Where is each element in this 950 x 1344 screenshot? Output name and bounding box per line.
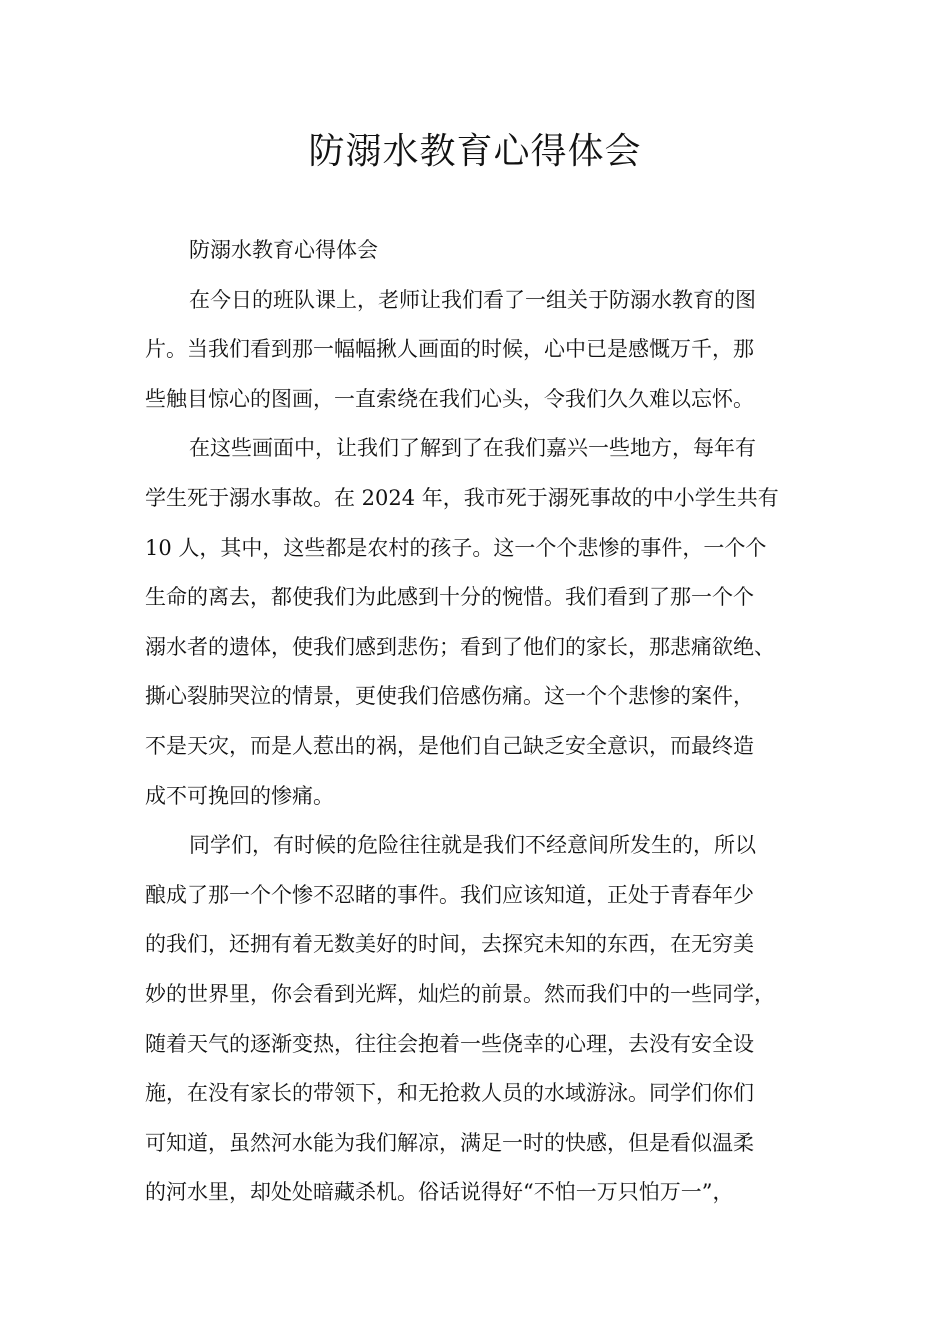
body-line: 些触目惊心的图画，一直索绕在我们心头，令我们久久难以忘怀。 bbox=[145, 386, 754, 411]
body-line: 成不可挽回的惨痛。 bbox=[145, 783, 334, 808]
body-line: 片。当我们看到那一幅幅揪人画面的时候，心中已是感慨万千，那 bbox=[145, 337, 754, 362]
body-line: 10 人，其中，这些都是农村的孩子。这一个个悲惨的事件，一个个 bbox=[145, 535, 767, 560]
body-line: 在今日的班队课上，老师让我们看了一组关于防溺水教育的图 bbox=[189, 287, 756, 312]
body-line: 溺水者的遗体，使我们感到悲伤；看到了他们的家长，那悲痛欲绝、 bbox=[145, 634, 775, 659]
body-line: 可知道，虽然河水能为我们解凉，满足一时的快感，但是看似温柔 bbox=[145, 1130, 754, 1155]
body-line: 的我们，还拥有着无数美好的时间，去探究未知的东西，在无穷美 bbox=[145, 932, 754, 957]
body-line: 生命的离去，都使我们为此感到十分的惋惜。我们看到了那一个个 bbox=[145, 585, 754, 610]
document-body bbox=[145, 226, 810, 1218]
document-title: 防溺水教育心得体会 bbox=[308, 131, 642, 172]
body-line: 的河水里，却处处暗藏杀机。俗话说得好“不怕一万只怕万一”， bbox=[145, 1180, 734, 1205]
body-line: 学生死于溺水事故。在 2024 年，我市死于溺死事故的中小学生共有 bbox=[145, 485, 779, 510]
body-line: 在这些画面中，让我们了解到了在我们嘉兴一些地方，每年有 bbox=[189, 436, 756, 461]
body-line: 妙的世界里，你会看到光辉，灿烂的前景。然而我们中的一些同学， bbox=[145, 981, 775, 1006]
body-line: 同学们，有时候的危险往往就是我们不经意间所发生的，所以 bbox=[189, 833, 756, 858]
body-line: 撕心裂肺哭泣的情景，更使我们倍感伤痛。这一个个悲惨的案件， bbox=[145, 684, 754, 709]
body-line: 防溺水教育心得体会 bbox=[189, 238, 378, 262]
body-line: 酿成了那一个个惨不忍睹的事件。我们应该知道，正处于青春年少 bbox=[145, 882, 754, 907]
body-line: 不是天灾，而是人惹出的祸，是他们自己缺乏安全意识，而最终造 bbox=[145, 733, 754, 758]
body-line: 随着天气的逐渐变热，往往会抱着一些侥幸的心理，去没有安全设 bbox=[145, 1031, 754, 1056]
body-line: 施，在没有家长的带领下，和无抢救人员的水域游泳。同学们你们 bbox=[145, 1081, 754, 1106]
